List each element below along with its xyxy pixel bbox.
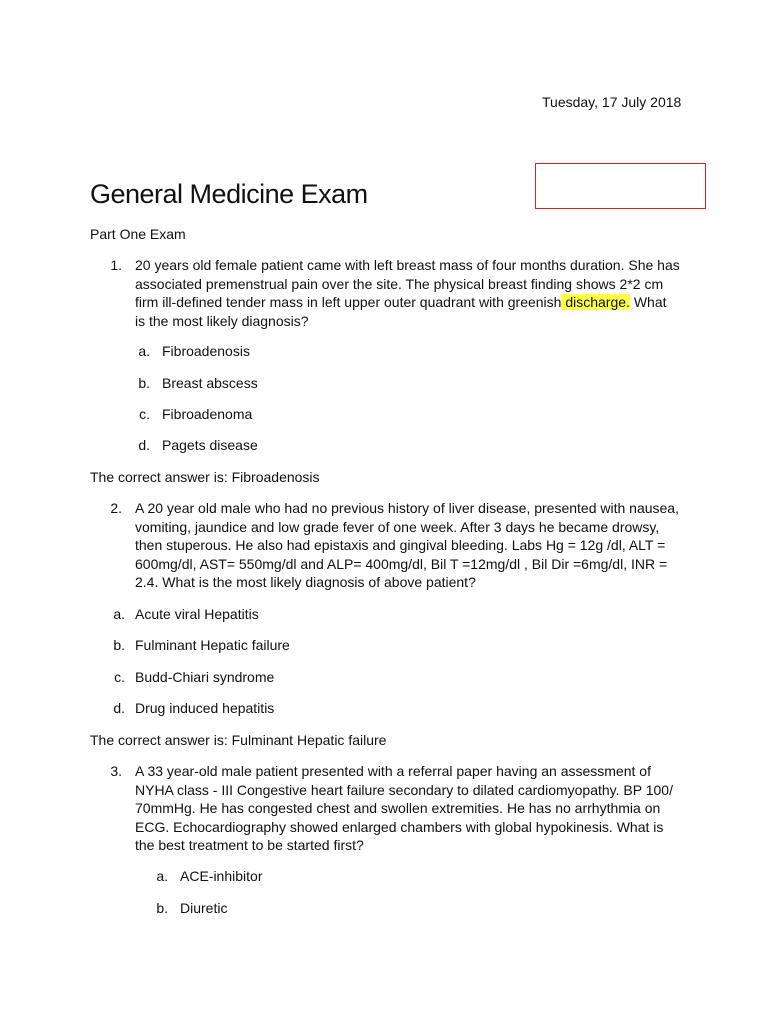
question-number: 1.	[110, 257, 122, 273]
option-text: Diuretic	[180, 900, 228, 916]
document-date: Tuesday, 17 July 2018	[542, 94, 682, 110]
option-text: Pagets disease	[162, 437, 258, 453]
option-text: Acute viral Hepatitis	[135, 606, 259, 622]
option-letter: b.	[138, 375, 150, 391]
question-text: A 33 year-old male patient presented with a referral paper having an assessment of NYHA class - III Congestive heart failure secondary to dilated cardiomyopathy. BP 100/ 70mmHg. He has congested chest and swollen extremities. He has no arrhythmia on ECG. Echocardiography showed enlarged chambers with global hypokinesis. What is the best treatment to be started first?	[135, 763, 673, 854]
option-letter: a.	[156, 868, 168, 884]
page-title: General Medicine Exam	[90, 179, 368, 209]
question-number: 3.	[110, 763, 122, 779]
option-text: Fibroadenoma	[162, 406, 253, 422]
section-label: Part One Exam	[90, 226, 186, 242]
answer-text: The correct answer is: Fibroadenosis	[90, 469, 320, 485]
question-number: 2.	[110, 500, 122, 516]
option-letter: d.	[138, 437, 150, 453]
highlighted-text: discharge.	[561, 294, 630, 311]
option-text: Fibroadenosis	[162, 343, 250, 359]
option-text: Breast abscess	[162, 375, 258, 391]
option-letter: b.	[113, 637, 125, 653]
option-letter: c.	[114, 669, 125, 685]
option-text: Drug induced hepatitis	[135, 700, 275, 716]
option-letter: b.	[156, 900, 168, 916]
option-letter: a.	[113, 606, 125, 622]
question-text	[135, 256, 680, 330]
option-text: Budd-Chiari syndrome	[135, 669, 275, 685]
red-outline-box	[535, 163, 706, 209]
option-letter: a.	[138, 343, 150, 359]
option-text: ACE-inhibitor	[180, 868, 263, 884]
question-text-part: What is the most likely diagnosis?	[135, 294, 667, 329]
option-letter: d.	[113, 700, 125, 716]
question-text: A 20 year old male who had no previous history of liver disease, presented with nausea, vomiting, jaundice and low grade fever of one week. After 3 days he became drowsy, then stuperous. He also had epistaxis and gingival bleeding. Labs Hg = 12g /dl, ALT = 600mg/dl, AST= 550mg/dl and ALP= 400mg/dl, Bil T =12mg/dl , Bil Dir =6mg/dl, INR = 2.4. What is the most likely diagnosis of above patient?	[135, 500, 679, 591]
question-text-part: 20 years old female patient came with left breast mass of four months duration. She has associated premenstrual pain over the site. The physical breast finding shows 2*2 cm firm ill-defined tender mass in left upper outer quadrant with greenish	[135, 257, 680, 311]
option-text: Fulminant Hepatic failure	[135, 637, 290, 653]
option-letter: c.	[139, 406, 150, 422]
answer-text: The correct answer is: Fulminant Hepatic failure	[90, 732, 387, 748]
